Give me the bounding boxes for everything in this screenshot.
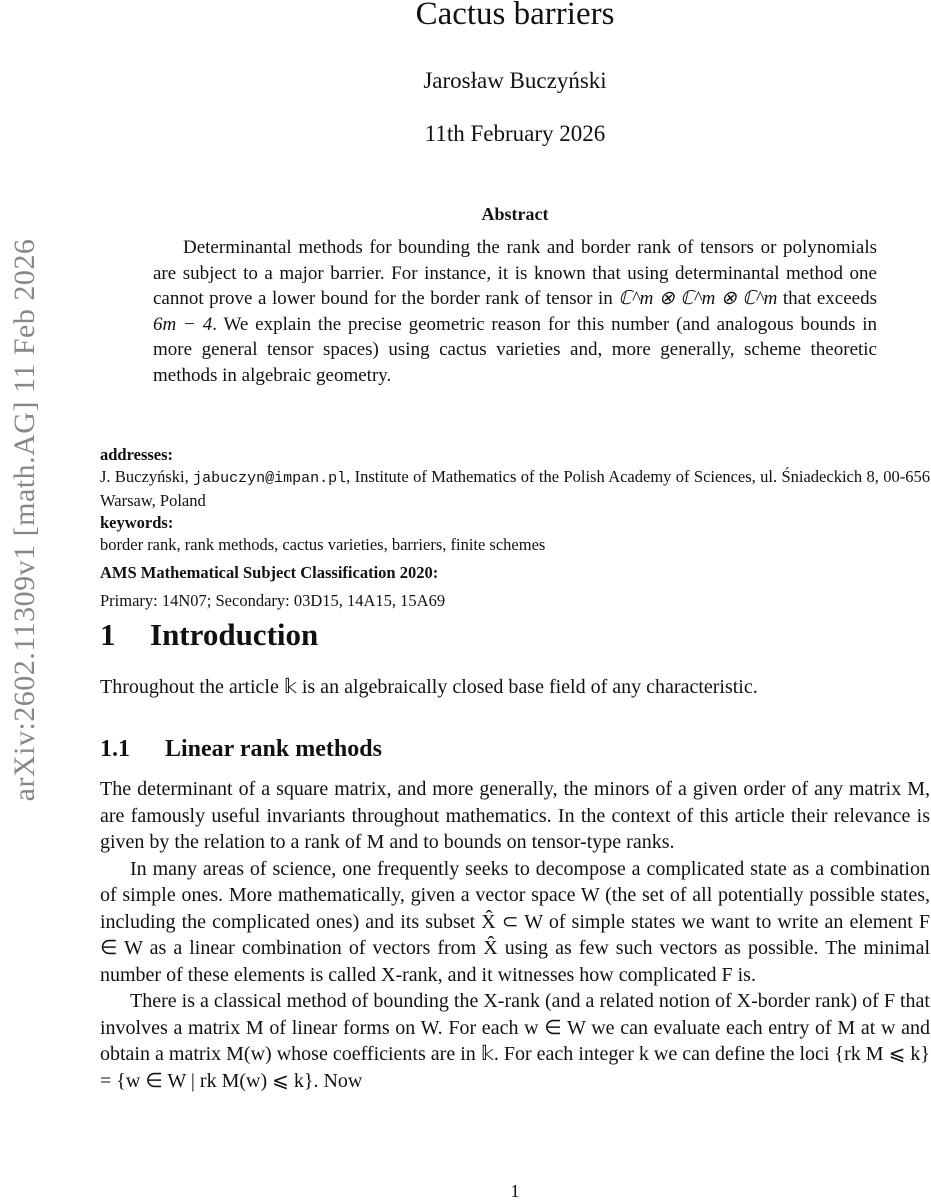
- body-paragraph-3: There is a classical method of bounding the X-rank (and a related notion of X-border rank) of F that involves a matrix M of linear forms on W. For each w ∈ W we can evaluate each entry of M at w and obtain a matrix M(w) whose coefficients are in 𝕜. For each integer k we can define the loci {rk M ⩽ k} = {w ∈ W | rk M(w) ⩽ k}. Now: [100, 990, 930, 1092]
- subsection-number: 1.1: [100, 736, 130, 762]
- address-rest: , Institute of Mathematics of the Polish Academy of Sciences, ul. Śniadeckich 8, 00-656 Warsaw, Poland: [100, 467, 930, 510]
- abstract-heading: Abstract: [481, 204, 549, 224]
- publication-date: 11th February 2026: [424, 121, 606, 146]
- subsection-title: Linear rank methods: [165, 736, 382, 762]
- body-paragraph-1: The determinant of a square matrix, and more generally, the minors of a given order of any matrix M, are famously useful invariants throughout mathematics. In the context of this article their relevance is given by the relation to a rank of M and to bounds on tensor-type ranks.: [100, 778, 930, 853]
- tensor-space-formula: ℂ^m ⊗ ℂ^m ⊗ ℂ^m: [618, 288, 778, 309]
- addresses-label: addresses:: [100, 445, 174, 464]
- arxiv-identifier-stamp: [0, 175, 50, 865]
- author-name: Jarosław Buczyński: [423, 68, 607, 93]
- address-name: J. Buczyński,: [100, 467, 194, 486]
- section-number: 1: [100, 617, 116, 652]
- ams-classification-label: AMS Mathematical Subject Classification 2020:: [100, 563, 439, 582]
- subsection-heading-linear-rank-methods: [100, 733, 930, 765]
- keywords-label: keywords:: [100, 513, 174, 532]
- keywords-text: border rank, rank methods, cactus varieties, barriers, finite schemes: [100, 535, 546, 554]
- body-paragraph-2: In many areas of science, one frequently seeks to decompose a complicated state as a combination of simple ones. More mathematically, given a vector space W (the set of all potentially possible states, including the complicated ones) and its subset X̂ ⊂ W of simple states we want to write an element F ∈ W as a linear combination of vectors from X̂ using as few such vectors as possible. The minimal number of these elements is called X-rank, and it witnesses how complicated F is.: [100, 857, 930, 986]
- abstract-part-1: Determinantal methods for bounding the rank and border rank of tensors or polynomials are subject to a major barrier. For instance, it is known that using determinantal method one cannot prove a lower bound for the border rank of tensor in: [153, 237, 877, 309]
- section-title: Introduction: [150, 617, 319, 652]
- paper-title: Cactus barriers: [415, 0, 615, 32]
- arxiv-identifier: arXiv:2602.11309v1 [math.AG] 11 Feb 2026: [8, 238, 41, 802]
- abstract-part-3: . We explain the precise geometric reason for this number (and analogous bounds in more general tensor spaces) using cactus varieties and, more generally, scheme theoretic methods in algebraic geometry.: [153, 313, 878, 386]
- introduction-paragraph: Throughout the article 𝕜 is an algebraically closed base field of any characteristic.: [100, 676, 758, 698]
- ams-classification-text: Primary: 14N07; Secondary: 03D15, 14A15, 15A69: [100, 591, 446, 610]
- author-email-link[interactable]: jabuczyn@impan.pl: [193, 470, 347, 487]
- page-number: 1: [510, 1181, 520, 1201]
- bound-formula: 6m − 4: [153, 313, 213, 335]
- paper-page: [100, 0, 931, 1200]
- paper-metadata: [100, 444, 930, 612]
- addresses-text: [100, 466, 930, 512]
- subsection-body: [100, 776, 930, 1094]
- abstract-part-2: that exceeds: [777, 288, 877, 309]
- section-heading-introduction: [100, 616, 930, 654]
- abstract-text: [153, 235, 877, 388]
